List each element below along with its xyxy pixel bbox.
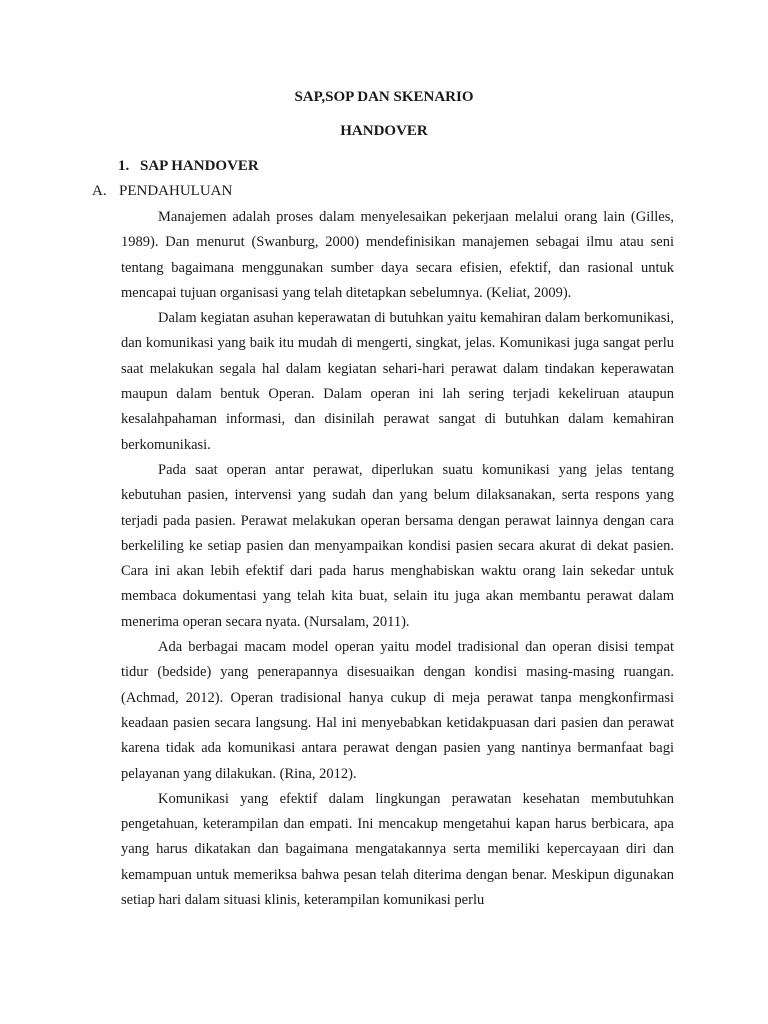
paragraph: Dalam kegiatan asuhan keperawatan di butuhkan yaitu kemahiran dalam berkomunikasi, dan komunikasi yang baik itu mudah di mengerti, singkat, jelas. Komunikasi juga sangat perlu saat melakukan segala hal dalam kegiatan sehari-hari perawat dalam tindakan keperawatan maupun dalam bentuk Operan. Dalam operan ini lah sering terjadi kekeliruan ataupun kesalahpahaman informasi, dan disinilah perawat sangat di butuhkan dalam kemahiran berkomunikasi. <box>121 310 674 453</box>
paragraph: Manajemen adalah proses dalam menyelesaikan pekerjaan melalui orang lain (Gilles, 1989). Dan menurut (Swanburg, 2000) mendefinisikan manajemen sebagai ilmu atau seni tentang bagaimana menggunakan sumber daya secara efisien, efektif, dan rasional untuk mencapai tujuan organisasi yang telah ditetapkan sebelumnya. (Keliat, 2009). <box>121 209 674 301</box>
subsection-heading <box>92 182 232 200</box>
document-title: SAP,SOP DAN SKENARIO <box>294 89 474 105</box>
section-heading <box>118 157 259 175</box>
subsection-letter: A. <box>92 183 107 199</box>
section-title: SAP HANDOVER <box>140 158 259 174</box>
paragraph: Ada berbagai macam model operan yaitu model tradisional dan operan disisi tempat tidur (bedside) yang penerapannya disesuaikan dengan kondisi masing-masing ruangan. (Achmad, 2012). Operan tradisional hanya cukup di meja perawat tanpa mengkonfirmasi keadaan pasien secara langsung. Hal ini menyebabkan ketidakpuasan dari pasien dan perawat karena tidak ada komunikasi antara perawat dengan pasien yang nantinya bermanfaat bagi pelayanan yang dilakukan. (Rina, 2012). <box>121 639 674 782</box>
subsection-title: PENDAHULUAN <box>119 183 233 199</box>
paragraph: Komunikasi yang efektif dalam lingkungan perawatan kesehatan membutuhkan pengetahuan, keterampilan dan empati. Ini mencakup mengetahui kapan harus berbicara, apa yang harus dikatakan dan bagaimana mengatakannya serta memiliki kepercayaan diri dan kemampuan untuk memeriksa bahwa pesan telah diterima dengan benar. Meskipun digunakan setiap hari dalam situasi klinis, keterampilan komunikasi perlu <box>121 790 674 909</box>
document-subtitle: HANDOVER <box>340 123 428 139</box>
body-text <box>121 205 674 913</box>
paragraph: Pada saat operan antar perawat, diperlukan suatu komunikasi yang jelas tentang kebutuhan pasien, intervensi yang sudah dan yang belum dilaksanakan, serta respons yang terjadi pada pasien. Perawat melakukan operan bersama dengan perawat lainnya dengan cara berkeliling ke setiap pasien dan menyampaikan kondisi pasien secara akurat di dekat pasien. Cara ini akan lebih efektif dari pada harus menghabiskan waktu orang lain sekedar untuk membaca dokumentasi yang telah kita buat, selain itu juga akan membantu perawat dalam menerima operan secara nyata. (Nursalam, 2011). <box>121 461 674 630</box>
section-number: 1. <box>118 158 130 174</box>
